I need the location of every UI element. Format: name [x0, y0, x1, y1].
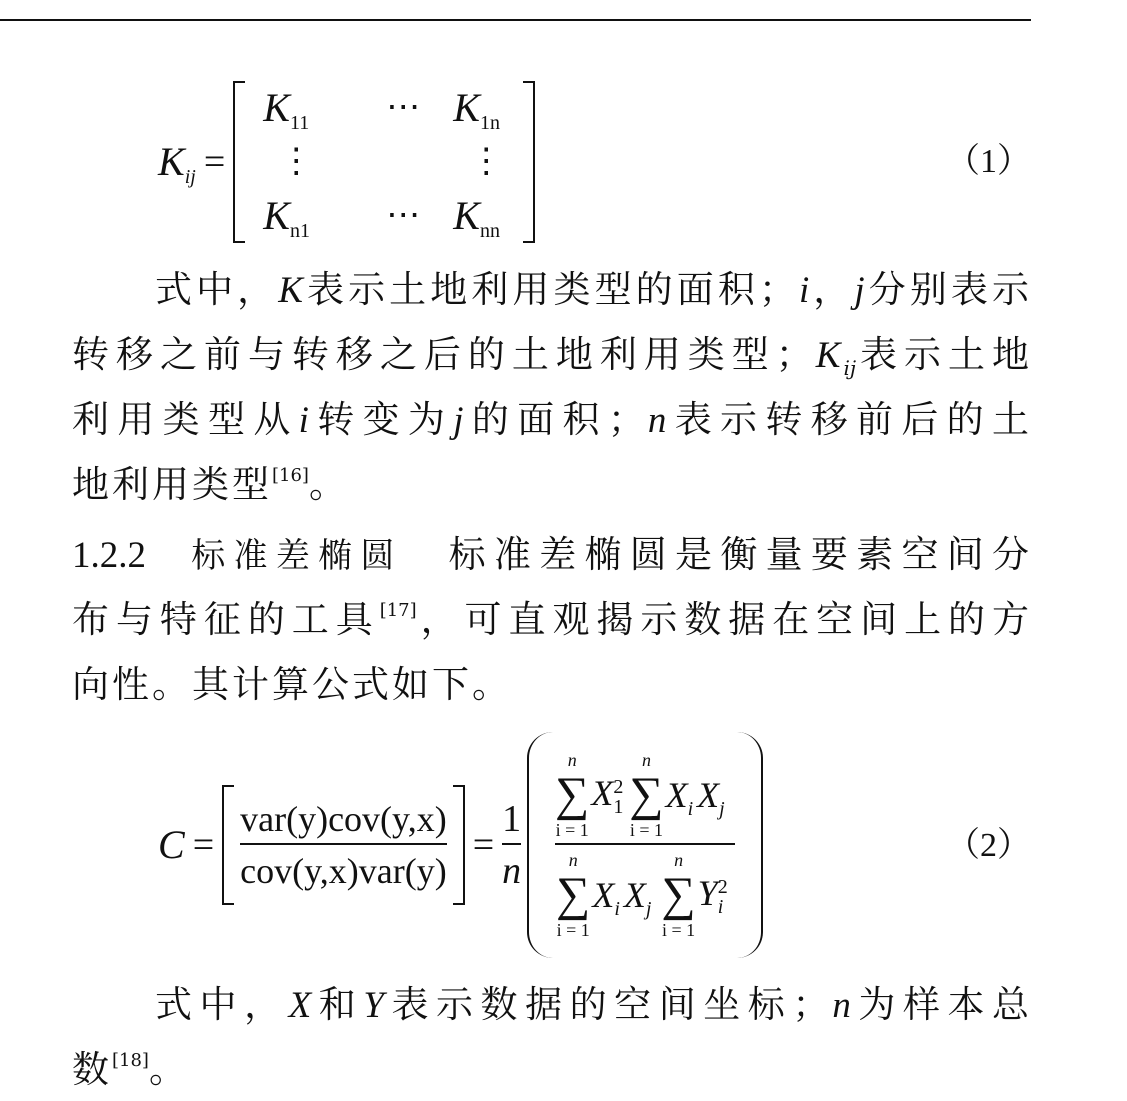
eq2-equals: =: [192, 824, 215, 866]
paragraph-line: 布与特征的工具[17]，可直观揭示数据在空间上的方: [72, 598, 1033, 641]
term-xi-xj: $X_i$ $X_j$: [665, 775, 725, 820]
matrix-cell: $K_{11}$: [263, 85, 310, 134]
paragraph-line: 式中，X和Y表示数据的空间坐标；n为样本总: [155, 983, 1033, 1026]
sum-block: n ∑ i = 1: [556, 850, 591, 940]
fraction-bar: [555, 843, 735, 845]
term-yi-squared: Y 2 i: [697, 873, 728, 918]
covariance-fraction: [553, 751, 737, 939]
sum-symbol: ∑: [661, 868, 696, 921]
matrix: [245, 81, 523, 243]
sum-symbol: ∑: [556, 868, 591, 921]
citation: [16]: [272, 465, 309, 486]
vdots: ⋮: [469, 143, 504, 180]
numerator: var(y)cov(y,x): [240, 799, 447, 839]
sum-block: n ∑ i = 1: [555, 750, 590, 840]
hdots: ⋯: [386, 197, 421, 234]
sum-symbol: ∑: [629, 768, 664, 821]
section-title: 标准差椭圆: [186, 536, 403, 576]
equation-2: [158, 730, 763, 960]
right-bracket: [453, 785, 465, 905]
equation-number: （1）: [946, 143, 1031, 180]
paragraph-line: 向性。其计算公式如下。: [72, 663, 512, 706]
vdots: ⋮: [279, 143, 314, 180]
right-bracket: [523, 81, 535, 243]
paragraph-line: 地利用类型[16]。: [72, 463, 349, 506]
sum-block: n ∑ i = 1: [629, 750, 664, 840]
eq1-equals: =: [203, 141, 226, 183]
one-over-n: 1 n: [502, 798, 522, 892]
paragraph-line: 转移之前与转移之后的土地利用类型；$K_{ij}$表示土地: [72, 333, 1033, 380]
equation-1: [158, 80, 535, 244]
sum-symbol: ∑: [555, 768, 590, 821]
eq2-lhs: C: [158, 822, 185, 867]
matrix-cell: $K_{1n}$: [453, 85, 500, 134]
term-xi-xj: $X_i$ $X_j$: [592, 875, 652, 920]
citation: [18]: [112, 1050, 149, 1071]
eq2-equals: =: [472, 824, 495, 866]
paragraph-line: 数[18]。: [72, 1048, 189, 1091]
left-bracket: [233, 81, 245, 243]
section-number: 1.2.2: [72, 535, 146, 576]
equation-number: （2）: [946, 827, 1031, 864]
top-rule: [0, 19, 1031, 21]
numerator: [555, 751, 735, 839]
left-paren: [527, 732, 553, 958]
hdots: ⋯: [386, 89, 421, 126]
denominator: [556, 851, 734, 939]
denominator: cov(y,x)var(y): [240, 851, 447, 891]
matrix-cell: $K_{nn}$: [453, 193, 500, 242]
eq2-matrix-fraction: [234, 799, 453, 891]
section-line: 1.2.2 标准差椭圆 标准差椭圆是衡量要素空间分: [72, 533, 1033, 576]
citation: [17]: [379, 600, 417, 621]
eq1-lhs: $K_{ij}$: [158, 139, 196, 188]
term-x1-squared: X 2 1: [591, 773, 624, 818]
right-paren: [737, 732, 763, 958]
paragraph-line: 利用类型从i转变为j的面积；n表示转移前后的土: [72, 398, 1033, 441]
sum-block: n ∑ i = 1: [661, 850, 696, 940]
left-bracket: [222, 785, 234, 905]
paragraph-line: 式中，K表示土地利用类型的面积；i，j分别表示: [155, 268, 1033, 311]
matrix-cell: $K_{n1}$: [263, 193, 310, 242]
